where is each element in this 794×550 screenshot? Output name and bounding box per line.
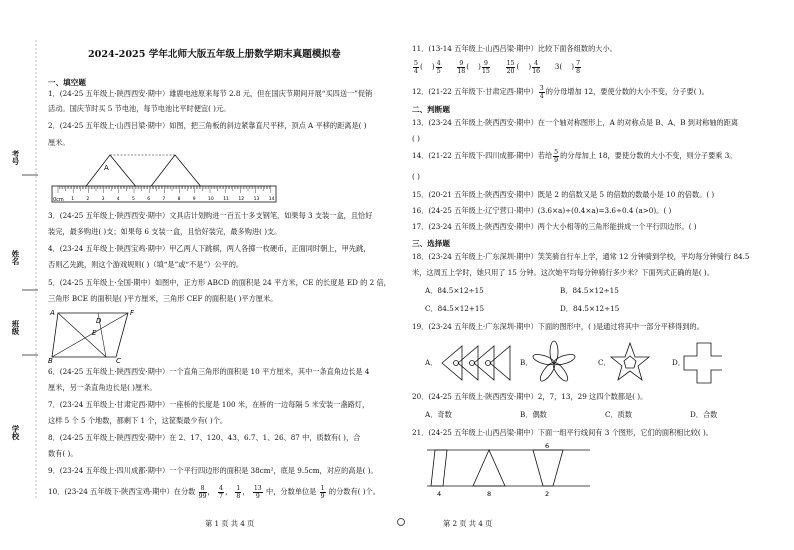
ruler-number: 4 [116, 197, 120, 202]
question-19-option-c: C． [598, 358, 611, 367]
footer-page-right: 第 2 页 共 4 页 [443, 519, 493, 528]
side-label-school: 学校 [11, 425, 20, 440]
question-2-line2: 厘米。 [48, 138, 70, 147]
ruler-number: 7 [162, 197, 166, 202]
question-18-option-d: D．84.5×12÷15 [560, 304, 620, 313]
question-20-option-a: A．奇数 [425, 410, 452, 419]
question-18-option-a: A．84.5×12÷15 [425, 286, 484, 295]
question-1-line1: 1．(24-25 五年级上·陕西西安·期中）雄鹿电池原来每节 2.8 元，但在国庆节期间开展“买四送一”促销 [48, 89, 373, 98]
question-3-line2: 装完，最多购进( )支；如果每 6 支装一盒，且恰好装完，最多购进( )支。 [48, 227, 282, 236]
ruler-number: 9 [192, 197, 196, 202]
question-8-line1: 8．(24-25 五年级上·陕西西安·期中）在 2、17、120、43、6.7、1、26、87 中，质数有( )，合 [48, 433, 361, 442]
ruler-number: 5 [132, 197, 135, 202]
ruler-number: 8 [177, 197, 181, 202]
question-18-option-b: B．84.5×12÷15 [560, 286, 619, 295]
side-label-exam-no: 考号 [11, 150, 20, 165]
section-choose-title: 三、选择题 [412, 239, 450, 248]
question-20: 20．(24-25 五年级上·陕西西安·期中）2，7，13，29 这四个数都是( )。 [412, 392, 648, 401]
question-11-compare-row: $\frac{5}{4}$ ( ) $\frac{4}{5}$ $\frac{9}{18}$ ( ) $\frac{9}{15}$ $\frac{15}{20}$ ( ) $\frac{4}{16}$ 3( ) $\frac{7}{8}$ [414, 59, 581, 75]
question-7-line2: 这样 5 个 5 个地数，都剩下 1 个，这筐梨最少有( )个。 [48, 416, 228, 425]
ruler-zero-label: 0cm [53, 197, 64, 203]
question-21-parallel-figure [425, 442, 595, 500]
question-2-line1: 2．(24-25 五年级上·山西吕梁·期中）如图，把三角板的斜边紧靠直尺平移，顶点 A 平移的距离是( ) [48, 121, 367, 130]
section-fill-title: 一、填空题 [48, 78, 86, 87]
ruler-number: 13 [253, 197, 260, 202]
svg-text:F: F [130, 309, 135, 317]
question-14-line2: ( ) [412, 172, 420, 181]
ruler-number: 10 [208, 197, 214, 202]
page-title: 2024-2025 学年北师大版五年级上册数学期末真题模拟卷 [88, 49, 341, 60]
ruler-number: 11 [223, 197, 229, 202]
question-16: 16．(24-25 五年级上·辽宁营口·期中）(3.6×a)÷(0.4×a)=3.6÷0.4 (a>0)。( ) [412, 206, 672, 215]
shape-a-triangles [442, 346, 510, 380]
question-6-line2: 厘米，另一条直角边长是( )厘米。 [48, 383, 157, 392]
ruler-number: 12 [238, 197, 245, 202]
footer-page-left: 第 1 页 共 4 页 [205, 519, 255, 528]
side-label-class: 班级 [11, 320, 20, 335]
center-hole-icon [397, 518, 405, 526]
question-13-line2: ( ) [412, 134, 420, 143]
svg-text:A: A [50, 309, 55, 317]
ruler-number: 2 [86, 197, 90, 202]
side-label-name: 姓名 [11, 250, 20, 265]
ruler-number: 14 [268, 197, 275, 202]
svg-text:B: B [48, 357, 53, 365]
svg-text:D: D [96, 317, 102, 325]
svg-text:E: E [92, 329, 97, 337]
section-judge-title: 二、判断题 [412, 105, 450, 114]
question-11: 11．(13-14 五年级上·山西吕梁·期中）比较下面各组数的大小。 [412, 44, 617, 53]
svg-text:2: 2 [545, 490, 550, 498]
question-5-line1: 5．(24-25 五年级上·全国·期中）如图中，正方形 ABCD 的面积是 24 平方米，CE 的长度是 ED 的 2 倍， [48, 278, 391, 287]
question-18-line1: 18．(23-24 五年级上·广东深圳·期中）笑笑骑自行车上学，通常 12 分钟骑到学校，平均每分钟骑行 84.5 [412, 252, 750, 261]
question-21: 21．(24-25 五年级上·山西吕梁·期中）下面一组平行线间有 3 个图形，它们的面积相比较( )。 [412, 428, 713, 437]
question-18-option-c: C．84.5×12+15 [425, 304, 485, 313]
question-15: 15．(20-21 五年级上·陕西西安·期中）既是 2 的倍数又是 5 的倍数的数最小是 10 的倍数。( ) [412, 190, 715, 199]
ruler-number: 6 [147, 197, 151, 202]
question-3-line1: 3．(24-25 五年级上·陕西西安·期中）文具店计划购进一百五十多支钢笔，如果每 3 支装一盒，且恰好 [48, 211, 373, 220]
ruler-triangle-figure [50, 150, 300, 205]
question-8-line2: 数有( )。 [48, 449, 78, 458]
question-18-line2: 米，这周五上学时，她只用了 15 分钟。这次她平均每分钟骑行多少米？下面列式正确的是( )。 [412, 268, 714, 277]
question-7-line1: 7．(23-24 五年级上·甘肃定西·期中）一座桥的长度是 100 米，在桥的一边每隔 5 米安装一盏路灯， [48, 400, 370, 409]
shape-c-star [611, 343, 649, 380]
question-19: 19．(23-24 五年级上·广东深圳·期中）下面的图形中，( )是通过将其中一部分平移得到的。 [412, 322, 704, 331]
svg-text:C: C [116, 357, 121, 365]
question-5-line2: 三角形 BCE 的面积是( )平方厘米，三角形 CEF 的面积是( )平方厘米。 [48, 294, 278, 303]
shape-b-flower [532, 341, 576, 383]
question-14-line1: 14．(21-22 五年级下·四川成都·期中）若给 $\frac{5}{9}$ 的分母加上 18，要使分数的大小不变，则分子要乘 3。 [412, 148, 737, 164]
question-20-option-d: D．合数 [690, 410, 718, 419]
question-20-option-c: C．质数 [605, 410, 633, 419]
question-17: 17．(23-24 五年级上·陕西西安·期中）两个大小相等的三角形能拼成一个平行四边形。( ) [412, 222, 697, 231]
question-4-line1: 4．(23-24 五年级上·陕西宝鸡·期中）甲乙两人下跳棋，两人各掷一枚硬币，正面同时朝上，甲先跳， [48, 244, 371, 253]
question-19-option-a: A． [425, 358, 438, 367]
shape-d-cross [684, 343, 722, 383]
square-figure-q5 [48, 305, 138, 365]
question-1-line2: 活动。国庆节时买 5 节电池，每节电池比平时便宜( )元。 [48, 104, 231, 113]
question-19-option-b: B． [520, 358, 533, 367]
svg-text:4: 4 [437, 490, 442, 498]
question-12: 12．(21-22 五年级下·甘肃定西·期中） $\frac{3}{4}$ 的分母增加 12，要使分数的大小不变，分子要( )。 [412, 84, 709, 100]
ruler-number: 3 [101, 197, 105, 202]
ruler-number: 1 [71, 197, 75, 202]
question-20-option-b: B．偶数 [520, 410, 547, 419]
question-9: 9．(23-24 五年级上·四川成都·期中）一个平行四边形的面积是 38cm²，底是 9.5cm，对应的高是( )。 [48, 466, 378, 475]
question-10: 10．(23-24 五年级下·陕西宝鸡·期中）在分数 $\frac{8}{99}$ ， $\frac{4}{7}$ ， $\frac{1}{8}$ ， $\frac{13}{9}$ 中，分数单位是 $\frac{1}{9}$ 的分数有( )个。 [48, 484, 380, 500]
question-4-line2: 否则乙先跳，则这个游戏规则( )（填“是”或“不是”）公平的。 [48, 260, 244, 269]
question-13-line1: 13．(23-24 五年级上·陕西西安·期中）在一个轴对称图形上，A 的对称点是 B、A、B 到对称轴的距离 [412, 118, 739, 127]
binding-lines [0, 0, 50, 550]
svg-text:6: 6 [545, 442, 550, 450]
question-6-line1: 6．(24-25 五年级上·陕西西安·期中）一个直角三角形的面积是 10 平方厘米，其中一条直角边长是 4 [48, 367, 370, 376]
question-19-option-d: D． [672, 358, 685, 367]
ruler-label-a: A [104, 164, 109, 172]
question-19-shapes [432, 336, 722, 386]
svg-text:8: 8 [487, 490, 492, 498]
